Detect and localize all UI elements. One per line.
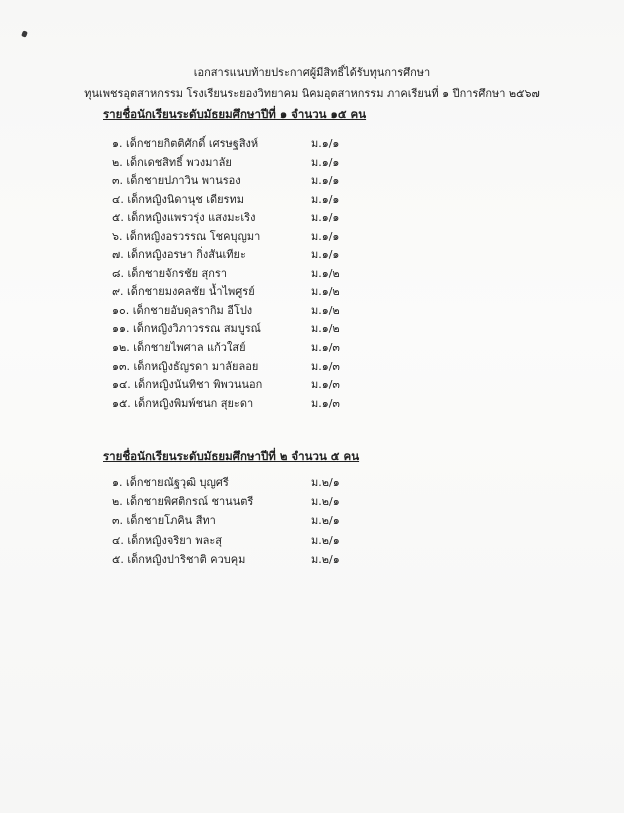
student-class: ม.๑/๑: [311, 155, 340, 169]
student-name: ๑๑. เด็กหญิงวิภาวรรณ สมบูรณ์: [112, 322, 261, 336]
list-item: [0, 154, 624, 173]
student-class: ม.๑/๒: [311, 266, 340, 280]
section-title-grade1: รายชื่อนักเรียนระดับมัธยมศึกษาปีที่ ๑ จำนวน ๑๕ คน: [103, 107, 367, 121]
list-item: [0, 320, 624, 339]
list-item: [0, 172, 624, 191]
student-class: ม.๑/๓: [311, 359, 340, 373]
list-item: [0, 532, 624, 551]
student-class: ม.๑/๑: [311, 174, 340, 188]
student-name: ๑๕. เด็กหญิงพิมพ์ชนก สุยะดา: [112, 396, 254, 410]
student-name: ๗. เด็กหญิงอรษา กิ่งสันเทียะ: [112, 248, 246, 262]
student-name: ๑๒. เด็กชายไพศาล แก้วใสย์: [112, 341, 246, 355]
list-item: [0, 246, 624, 265]
student-class: ม.๑/๑: [311, 137, 340, 150]
student-class: ม.๒/๑: [311, 552, 340, 566]
student-class: ม.๑/๒: [311, 285, 340, 299]
student-name: ๔. เด็กหญิงนิดานุช เดียรทม: [112, 192, 244, 206]
list-item: [0, 302, 624, 321]
student-class: ม.๒/๑: [311, 533, 340, 547]
student-name: ๑๓. เด็กหญิงธัญรดา มาลัยลอย: [112, 359, 259, 373]
student-class: ม.๑/๑: [311, 248, 340, 262]
student-name: ๑๐. เด็กชายอับดุลรากิม อีโปง: [112, 303, 253, 317]
list-item: [0, 358, 624, 377]
list-item: [0, 135, 624, 154]
list-item: [0, 339, 624, 358]
list-item: [0, 395, 624, 414]
student-name: ๒. เด็กชายพิศติกรณ์ ชานนตรี: [112, 495, 254, 509]
student-list-grade1: [0, 135, 624, 413]
list-item: [0, 265, 624, 284]
student-name: ๖. เด็กหญิงอรวรรณ โชคบุญมา: [112, 229, 261, 243]
student-name: ๒. เด็กเดชสิทธิ์ พวงมาลัย: [112, 155, 232, 169]
section-title-grade2: รายชื่อนักเรียนระดับมัธยมศึกษาปีที่ ๒ จำนวน ๕ คน: [103, 449, 360, 463]
student-class: ม.๒/๑: [311, 476, 340, 489]
student-list-grade2: [0, 474, 624, 570]
list-item: [0, 474, 624, 493]
student-name: ๓. เด็กชายโภคิน สีทา: [112, 514, 216, 528]
student-name: ๙. เด็กชายมงคลชัย น้ำไพศูรย์: [112, 285, 255, 299]
list-item: [0, 493, 624, 512]
document-title: เอกสารแนบท้ายประกาศผู้มีสิทธิ์ได้รับทุนการศึกษา: [193, 66, 431, 79]
student-class: ม.๑/๓: [311, 378, 340, 392]
list-item: [0, 209, 624, 228]
document-subtitle: ทุนเพชรอุตสาหกรรม โรงเรียนระยองวิทยาคม นิคมอุตสาหกรรม ภาคเรียนที่ ๑ ปีการศึกษา ๒๕๖๗: [84, 87, 540, 100]
student-class: ม.๑/๑: [311, 192, 340, 206]
list-item: [0, 283, 624, 302]
student-class: ม.๑/๑: [311, 211, 340, 225]
list-item: [0, 376, 624, 395]
student-class: ม.๑/๓: [311, 396, 340, 410]
student-class: ม.๑/๒: [311, 303, 340, 317]
student-name: ๘. เด็กชายจักรชัย สุกรา: [112, 266, 228, 280]
list-item: [0, 512, 624, 531]
student-class: ม.๑/๑: [311, 229, 340, 243]
list-item: [0, 191, 624, 210]
paper-speck: [21, 30, 28, 37]
student-class: ม.๒/๑: [311, 514, 340, 528]
student-name: ๔. เด็กหญิงจริยา พละสุ: [112, 533, 222, 547]
list-item: [0, 228, 624, 247]
student-name: ๑. เด็กชายกิตติศักดิ์ เศรษฐสิงห์: [112, 137, 259, 150]
student-name: ๕. เด็กหญิงปาริชาติ ควบคุม: [112, 552, 246, 566]
student-class: ม.๑/๒: [311, 322, 340, 336]
student-name: ๑. เด็กชายณัฐวุฒิ บุญศรี: [112, 476, 229, 489]
student-name: ๓. เด็กชายปภาวิน พานรอง: [112, 174, 241, 188]
student-name: ๕. เด็กหญิงแพรวรุ่ง แสงมะเริง: [112, 211, 256, 225]
list-item: [0, 551, 624, 570]
student-name: ๑๔. เด็กหญิงนันทิชา พิพวนนอก: [112, 378, 263, 392]
student-class: ม.๑/๓: [311, 341, 340, 355]
student-class: ม.๒/๑: [311, 495, 340, 509]
